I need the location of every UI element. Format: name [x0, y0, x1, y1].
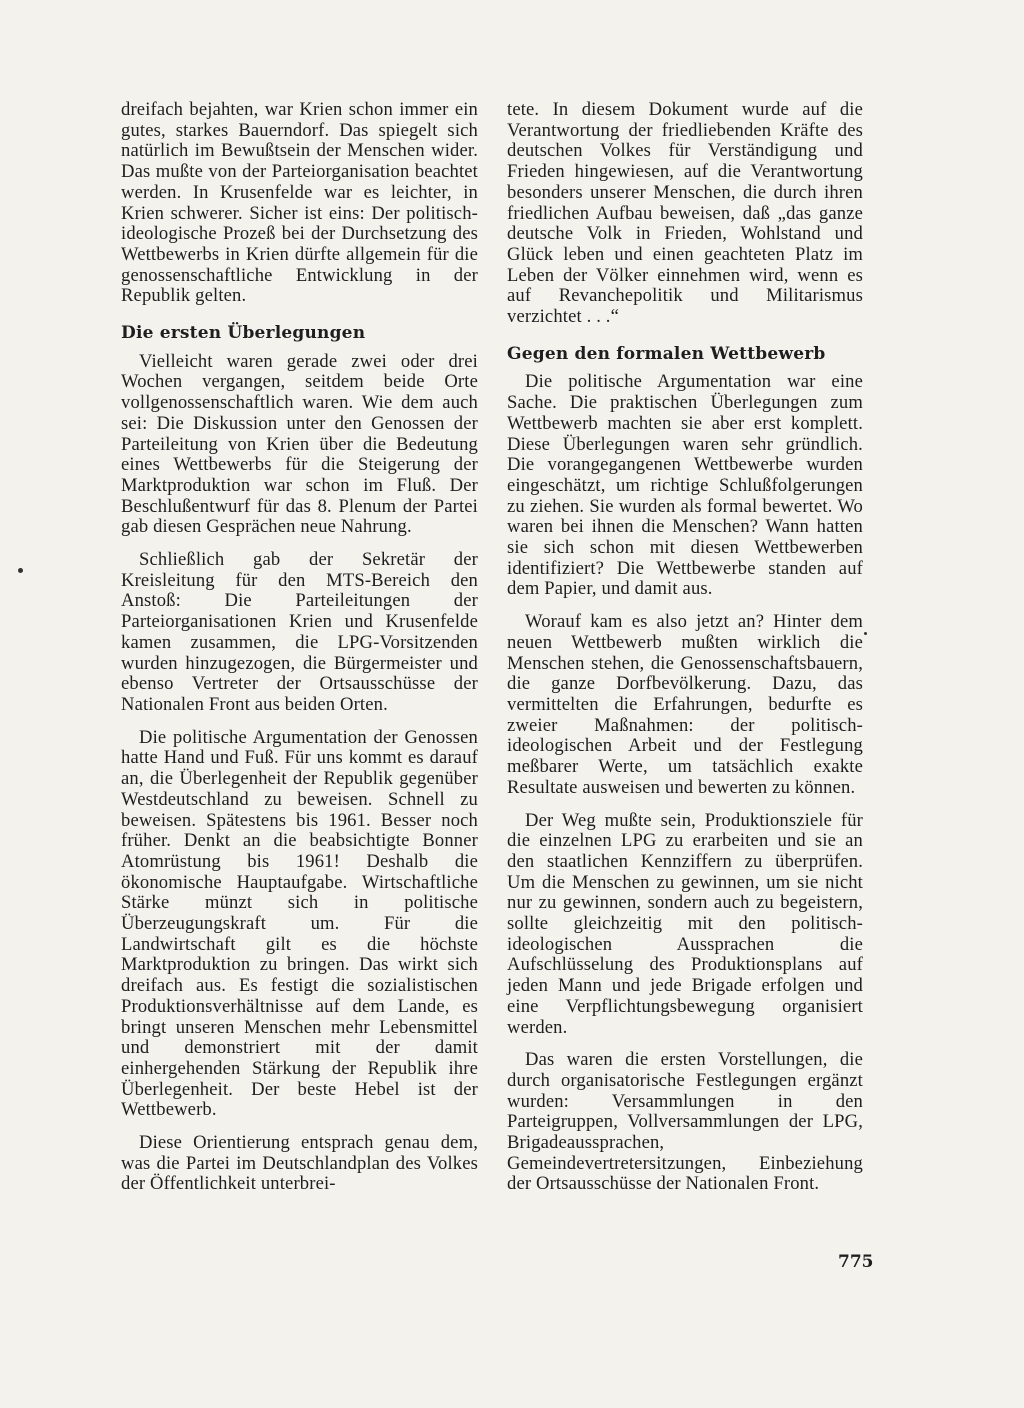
- paragraph: Schließlich gab der Sekretär der Kreisleitung für den MTS-Bereich den Anstoß: Die Parteileitungen der Parteiorganisationen Krien und Krusenfelde kamen zusammen, die LPG-Vorsitzenden wurden hinzugezogen, die Bürgermeister und ebenso Vertreter der Ortsausschüsse der Nationalen Front aus beiden Orten.: [121, 549, 478, 715]
- page-number: 775: [838, 1252, 874, 1272]
- paragraph: Vielleicht waren gerade zwei oder drei Wochen vergangen, seitdem beide Orte vollgenossenschaftlich waren. Wie dem auch sei: Die Diskussion unter den Genossen der Parteileitung von Krien über die Bedeutung eines Wettbewerbs für die Steigerung der Marktproduktion war schon im Fluß. Der Beschlußentwurf für das 8. Plenum der Partei gab diesen Gesprächen neue Nahrung.: [121, 350, 478, 538]
- paragraph: Das waren die ersten Vorstellungen, die durch organisatorische Festlegungen ergänzt wurden: Versammlungen in den Parteigruppen, Vollversammlungen der LPG, Brigadeaussprachen, Gemeindevertretersitzungen, Einbeziehung der Ortsausschüsse der Nationalen Front.: [507, 1049, 863, 1195]
- left-column: [121, 100, 478, 1195]
- paragraph: Die politische Argumentation der Genossen hatte Hand und Fuß. Für uns kommt es darauf an, die Überlegenheit der Republik gegenüber Westdeutschland zu beweisen. Schnell zu beweisen. Spätestens bis 1961. Besser noch früher. Denkt an die beabsichtigte Bonner Atomrüstung bis 1961! Deshalb die ökonomische Hauptaufgabe. Wirtschaftliche Stärke münzt sich in politische Überzeugungskraft um. Für die Landwirtschaft gilt es die höchste Marktproduktion zu bringen. Das wirkt sich dreifach aus. Es festigt die sozialistischen Produktionsverhältnisse auf dem Lande, es bringt unseren Menschen mehr Lebensmittel und demonstriert mit der damit einhergehenden Stärkung der Republik ihre Überlegenheit. Der beste Hebel ist der Wettbewerb.: [121, 726, 478, 1121]
- section-heading: Gegen den formalen Wettbewerb: [507, 343, 826, 364]
- right-column: [507, 100, 863, 1195]
- paragraph: dreifach bejahten, war Krien schon immer ein gutes, starkes Bauerndorf. Das spiegelt sich natürlich im Bewußtsein der Menschen wider. Das mußte von der Parteiorganisation beachtet werden. In Krusenfelde war es leichter, in Krien schwerer. Sicher ist eins: Der politisch-ideologische Prozeß bei der Durchsetzung des Wettbewerbs in Krien dürfte allgemein für die genossenschaftliche Entwicklung in der Republik gelten.: [121, 99, 478, 307]
- paragraph: Diese Orientierung entsprach genau dem, was die Partei im Deutschlandplan des Volkes der Öffentlichkeit unterbrei-: [121, 1132, 478, 1195]
- paragraph: Worauf kam es also jetzt an? Hinter dem neuen Wettbewerb mußten wirklich die Menschen stehen, die Genossenschaftsbauern, die ganze Dorfbevölkerung. Dazu, das vermittelten die Erfahrungen, bedurfte es zweier Maßnahmen: der politisch-ideologischen Arbeit und der Festlegung meßbarer Werte, um tatsächlich exakte Resultate ausweisen und bewerten zu können.: [507, 611, 863, 798]
- scan-speck: [18, 568, 23, 573]
- scan-speck: [864, 632, 867, 635]
- paragraph: tete. In diesem Dokument wurde auf die Verantwortung der friedliebenden Kräfte des deutschen Volkes für Verständigung und Frieden hingewiesen, auf die Verantwortung besonders unserer Menschen, die durch ihren friedlichen Aufbau beweisen, daß „das ganze deutsche Volk in Frieden, Wohlstand und Glück leben und einen geachteten Platz im Leben der Völker einnehmen wird, wenn es auf Revanchepolitik und Militarismus verzichtet . . .“: [507, 99, 863, 328]
- section-heading: Die ersten Überlegungen: [121, 323, 366, 344]
- paragraph: Die politische Argumentation war eine Sache. Die praktischen Überlegungen zum Wettbewerb machten sie aber erst komplett. Diese Überlegungen waren sehr gründlich. Die vorangegangenen Wettbewerbe wurden eingeschätzt, um richtige Schlußfolgerungen zu ziehen. Sie wurden als formal bewertet. Wo waren bei ihnen die Menschen? Wann hatten sie sich schon mit diesen Wettbewerben identifiziert? Die Wettbewerbe standen auf dem Papier, und damit aus.: [507, 371, 863, 600]
- paragraph: Der Weg mußte sein, Produktionsziele für die einzelnen LPG zu erarbeiten und sie an den staatlichen Kennziffern zu überprüfen. Um die Menschen zu gewinnen, um sie nicht nur zu gewinnen, sondern auch zu begeistern, sollte gleichzeitig mit den politisch-ideologischen Aussprachen die Aufschlüsselung des Produktionsplans auf jeden Mann und jede Brigade erfolgen und eine Verpflichtungsbewegung organisiert werden.: [507, 809, 863, 1038]
